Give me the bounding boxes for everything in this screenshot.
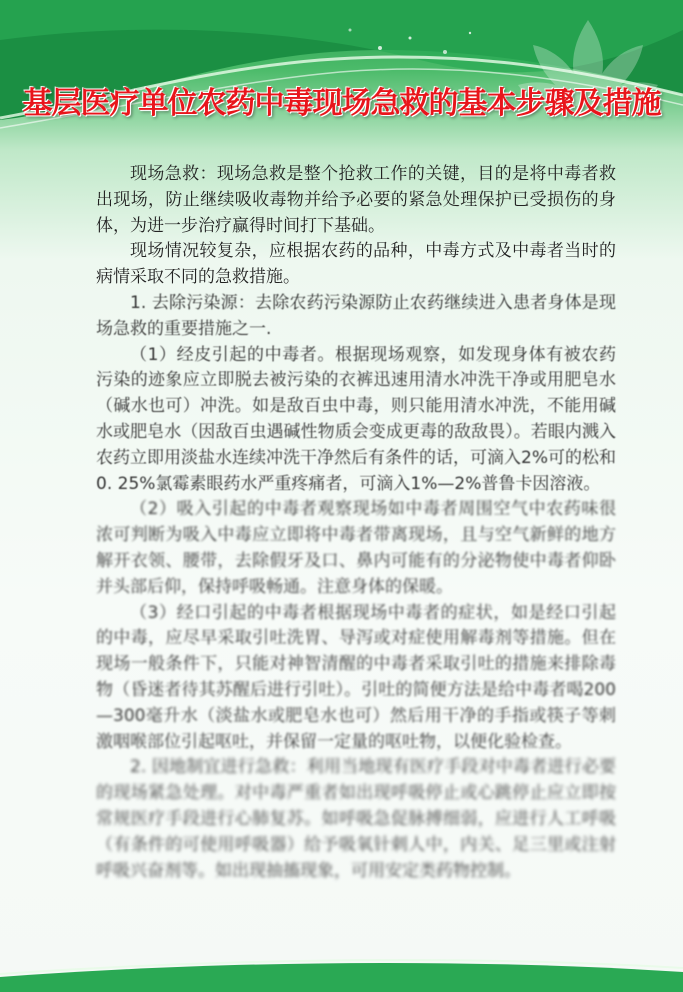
- footer-background: [0, 952, 683, 992]
- paragraph-skin-exposure: （1）经皮引起的中毒者。根据现场观察，如发现身体有被农药污染的迹象应立即脱去被污染的衣裤迅速用清水冲洗干净或用肥皂水（碱水也可）冲洗。如是敌百虫中毒，则只能用清水冲洗，不能用碱水或肥皂水（因敌百虫遇碱性物质会变成更毒的敌敌畏）。若眼内溅入农药立即用淡盐水连续冲洗干净然后有条件的话，可滴入2%可的松和0. 25%氯霉素眼药水严重疼痛者，可滴入1%—2%普鲁卡因溶液。: [96, 344, 616, 494]
- paragraph-inhalation: （2）吸入引起的中毒者观察现场如中毒者周围空气中农药味很浓可判断为吸入中毒应立即将中毒者带离现场，且与空气新鲜的地方解开衣领、腰带，去除假牙及口、鼻内可能有的分泌物使中毒者仰卧并头部后仰，保持呼吸畅通。注意身体的保暖。: [96, 499, 616, 597]
- article-body: [96, 162, 616, 884]
- paragraph-remove-source: 1. 去除污染源：去除农药污染源防止农药继续进入患者身体是现场急救的重要措施之一.: [96, 292, 616, 339]
- paragraph-local-treatment: 2. 因地制宜进行急救：利用当地现有医疗手段对中毒者进行必要的现场紧急处理。对中毒严重者如出现呼吸停止或心跳停止应立即按常规医疗手段进行心肺复苏。如呼吸急促脉搏细弱，应进行人工呼吸（有条件的可使用呼吸器）给予吸氧针刺人中，内关、足三里或注射呼吸兴奋剂等。如出现抽搐现象，可用安定类药物控制。: [96, 757, 616, 881]
- paragraph-situation: 现场情况较复杂，应根据农药的品种，中毒方式及中毒者当时的病情采取不同的急救措施。: [96, 241, 616, 288]
- poster-title: 基层医疗单位农药中毒现场急救的基本步骤及措施: [22, 86, 661, 121]
- paragraph-intro: 现场急救：现场急救是整个抢救工作的关键，目的是将中毒者救出现场，防止继续吸收毒物并给予必要的紧急处理保护已受损伤的身体，为进一步治疗赢得时间打下基础。: [96, 164, 616, 236]
- paragraph-oral-ingestion: （3）经口引起的中毒者根据现场中毒者的症状，如是经口引起的中毒，应尽早采取引吐洗胃、导泻或对症使用解毒剂等措施。但在现场一般条件下，只能对神智清醒的中毒者采取引吐的措施来排除毒物（昏迷者待其苏醒后进行引吐）。引吐的简便方法是给中毒者喝200—300毫升水（淡盐水或肥皂水也可）然后用干净的手指或筷子等刺激咽喉部位引起呕吐，并保留一定量的呕吐物，以便化验检查。: [96, 602, 616, 752]
